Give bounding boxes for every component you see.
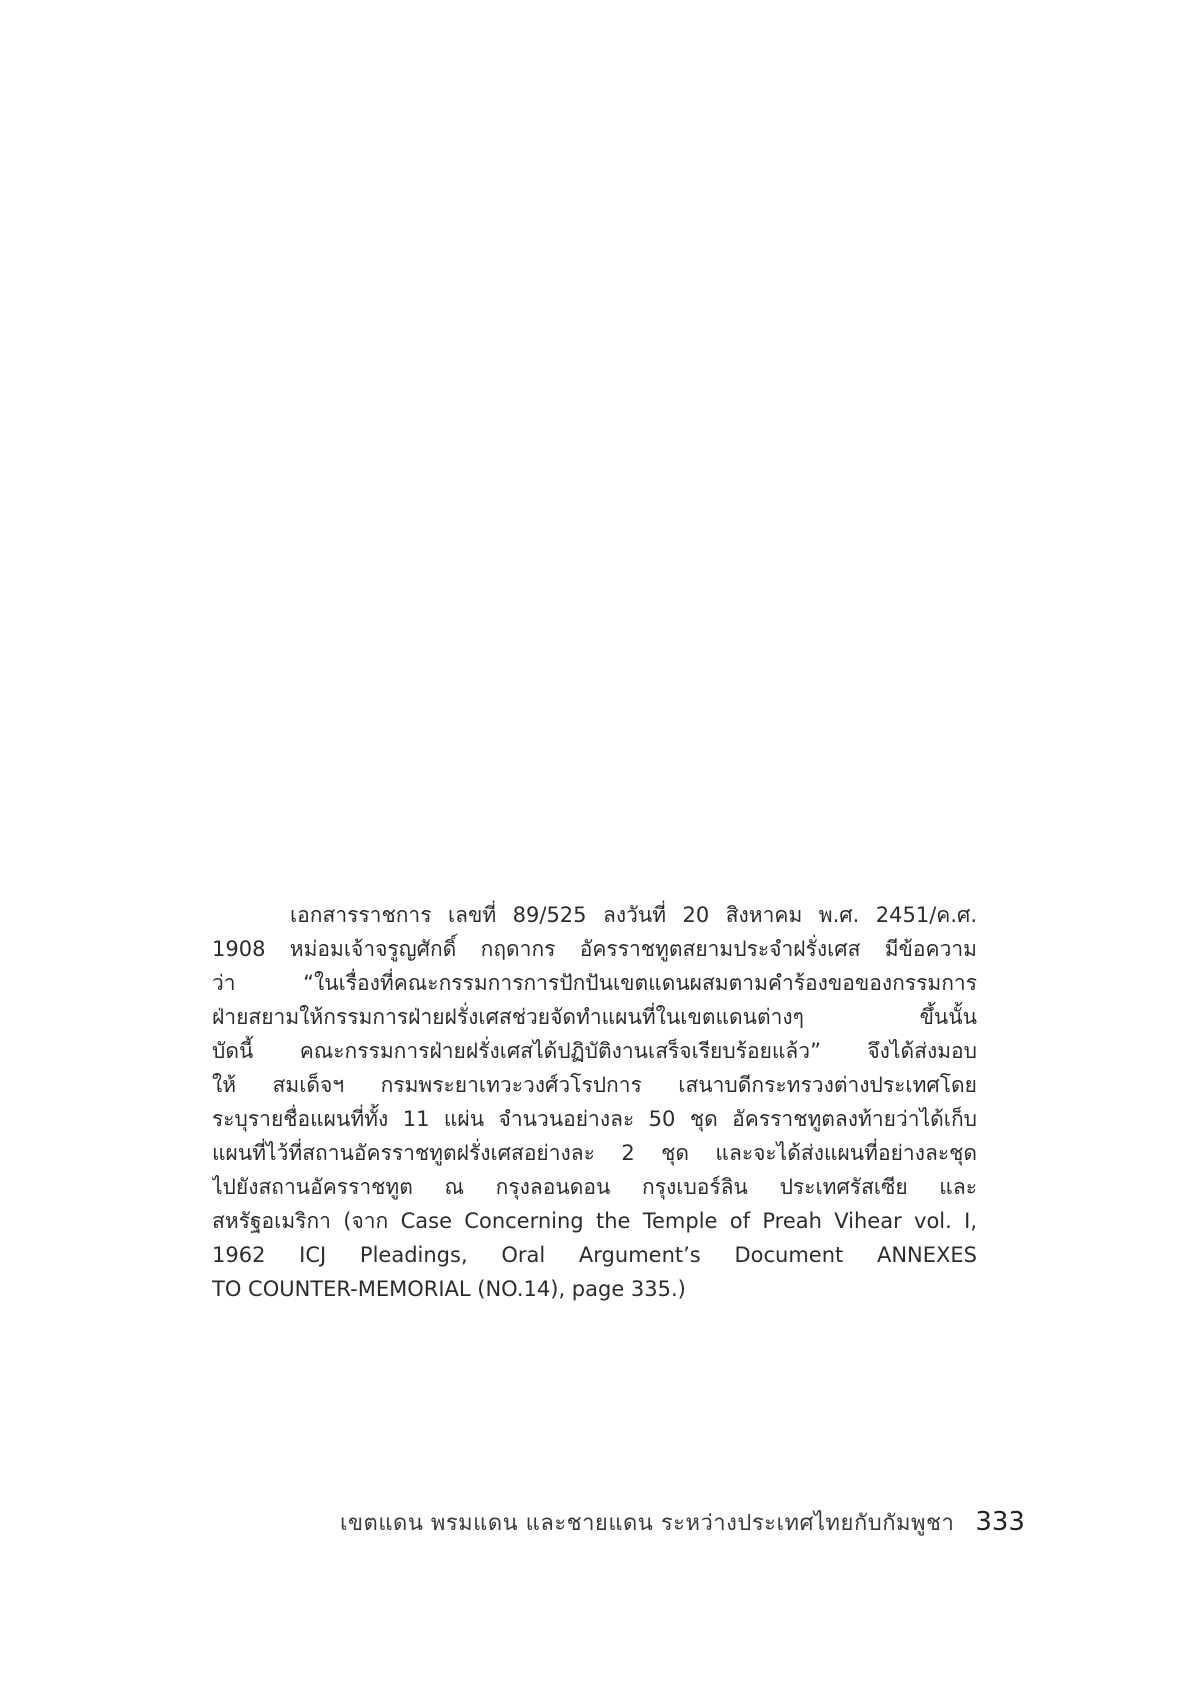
paragraph-line: ให้ สมเด็จฯ กรมพระยาเทวะวงศ์วโรปการ เสนาบดีกระทรวงต่างประเทศโดย <box>212 1073 977 1097</box>
paragraph-line: TO COUNTER-MEMORIAL (NO.14), page 335.) <box>212 1277 686 1301</box>
paragraph-line: แผนที่ไว้ที่สถานอัครราชทูตฝรั่งเศสอย่างละ 2 ชุด และจะได้ส่งแผนที่อย่างละชุด <box>212 1141 977 1165</box>
paragraph-line: ฝ่ายสยามให้กรรมการฝ่ายฝรั่งเศสช่วยจัดทำแผนที่ในเขตแดนต่างๆ ขึ้นนั้น <box>212 1005 977 1029</box>
body-paragraph <box>212 898 977 1306</box>
paragraph-line: เอกสารราชการ เลขที่ 89/525 ลงวันที่ 20 สิงหาคม พ.ศ. 2451/ค.ศ. <box>290 903 977 927</box>
paragraph-line: บัดนี้ คณะกรรมการฝ่ายฝรั่งเศสได้ปฏิบัติงานเสร็จเรียบร้อยแล้ว” จึงได้ส่งมอบ <box>212 1039 977 1063</box>
paragraph-line: 1962 ICJ Pleadings, Oral Argument’s Document ANNEXES <box>212 1243 977 1267</box>
paragraph-line: ว่า “ในเรื่องที่คณะกรรมการการปักปันเขตแดนผสมตามคำร้องขอของกรรมการ <box>212 971 977 995</box>
paragraph-line: ไปยังสถานอัครราชทูต ณ กรุงลอนดอน กรุงเบอร์ลิน ประเทศรัสเซีย และ <box>212 1175 977 1199</box>
paragraph-line: สหรัฐอเมริกา (จาก Case Concerning the Temple of Preah Vihear vol. I, <box>212 1209 977 1233</box>
paragraph-line: ระบุรายชื่อแผนที่ทั้ง 11 แผ่น จำนวนอย่างละ 50 ชุด อัครราชทูตลงท้ายว่าได้เก็บ <box>212 1107 977 1131</box>
page-footer <box>340 1505 1025 1540</box>
running-title: เขตแดน พรมแดน และชายแดน ระหว่างประเทศไทยกับกัมพูชา <box>340 1511 955 1536</box>
paragraph-line: 1908 หม่อมเจ้าจรูญศักดิ์ กฤดากร อัครราชทูตสยามประจำฝรั่งเศส มีข้อความ <box>212 937 977 961</box>
page-number: 333 <box>975 1507 1025 1537</box>
